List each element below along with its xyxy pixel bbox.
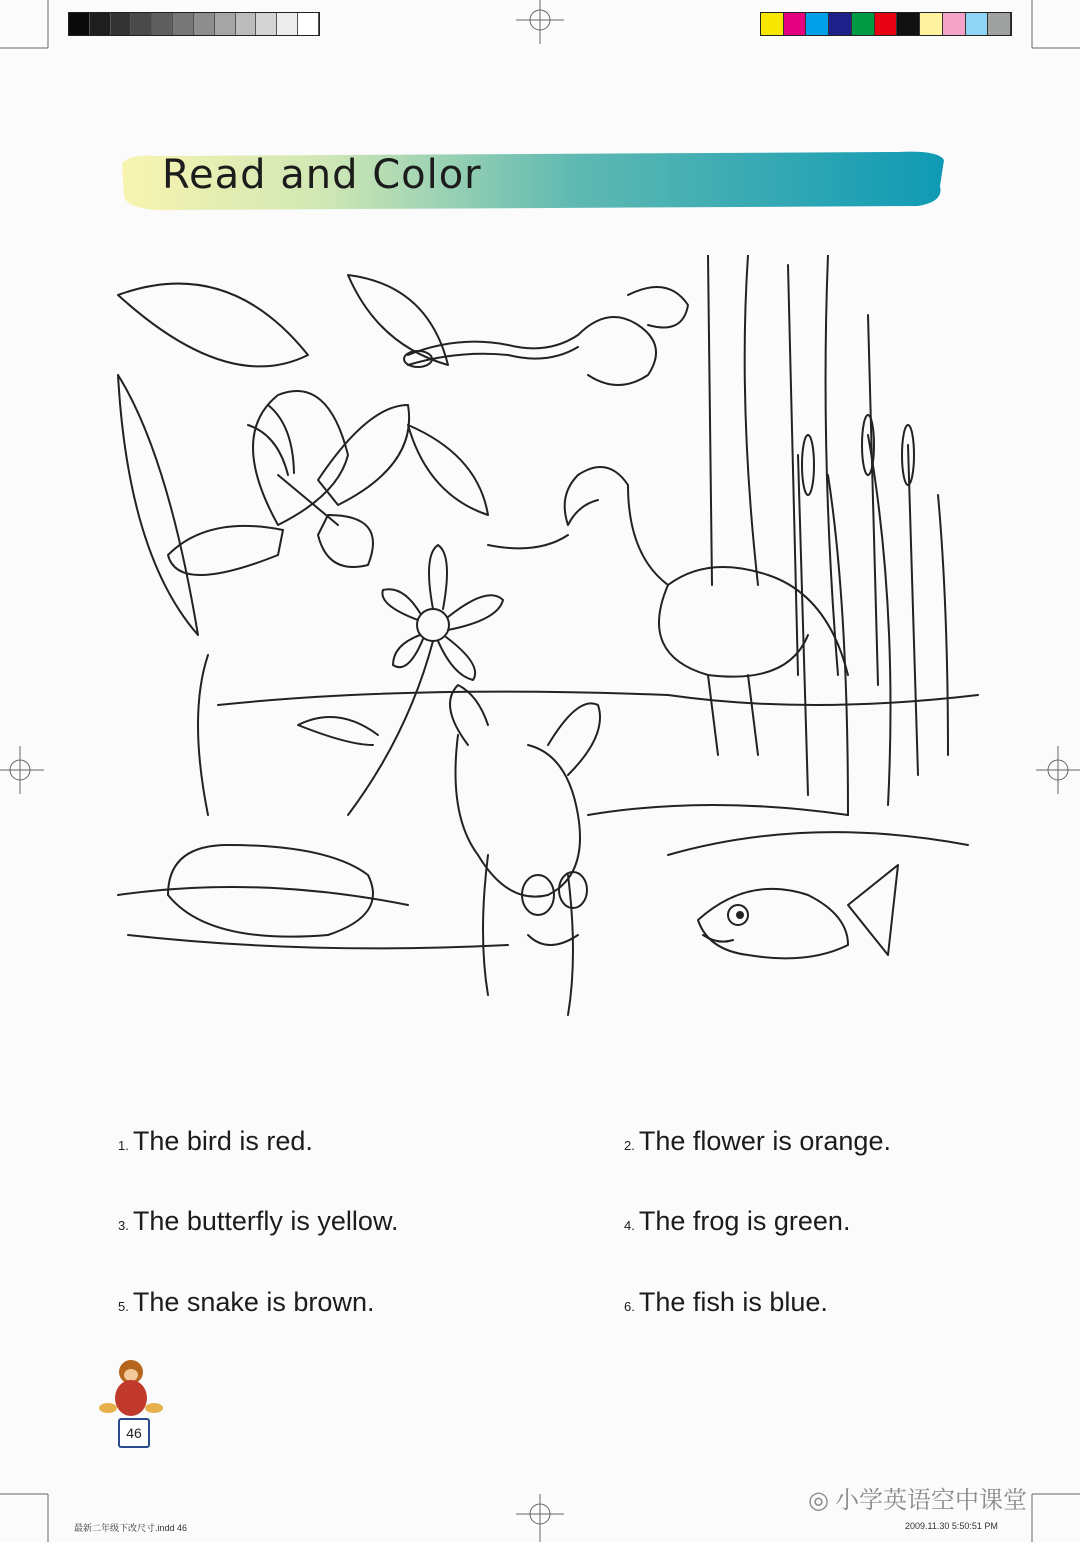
sentence-number: 1. [118,1138,129,1153]
gray-swatch [256,13,277,35]
color-swatch [966,13,989,35]
color-swatch [784,13,807,35]
color-swatch [875,13,898,35]
footer-file-info: 最新二年级下改尺寸.indd 46 [74,1523,188,1533]
sentence-text: The flower is orange. [638,1126,891,1156]
gray-swatch [152,13,173,35]
sentence-text: The butterfly is yellow. [132,1206,399,1236]
grayscale-calibration-bar [68,12,320,36]
color-swatch [829,13,852,35]
gray-swatch [194,13,215,35]
footer-timestamp: 2009.11.30 5:50:51 PM [905,1521,998,1531]
sentence-text: The frog is green. [638,1206,851,1236]
sentence-number: 3. [118,1218,129,1233]
sentence-number: 6. [624,1299,635,1314]
sentence-number: 4. [624,1218,635,1233]
sentence-text: The bird is red. [132,1126,313,1156]
gray-swatch [298,13,319,35]
sentence-1 [118,1126,313,1157]
color-swatch [897,13,920,35]
sentence-number: 5. [118,1299,129,1314]
butterfly-icon [168,391,409,575]
page-title: Read and Color [162,152,482,198]
leaf-shape [118,284,308,367]
color-calibration-bar [760,12,1012,36]
snake-icon [404,287,688,385]
sentence-number: 2. [624,1138,635,1153]
gray-swatch [236,13,257,35]
fish-icon [698,865,898,958]
color-swatch [761,13,784,35]
sentence-6 [624,1287,828,1318]
gray-swatch [131,13,152,35]
gray-swatch [69,13,90,35]
sentence-4 [624,1206,850,1237]
sentence-text: The snake is brown. [132,1287,375,1317]
color-swatch [988,13,1011,35]
sentence-3 [118,1206,398,1237]
gray-swatch [173,13,194,35]
watermark-text: 小学英语空中课堂 [834,1486,1027,1514]
page-number: 46 [118,1418,150,1448]
color-swatch [852,13,875,35]
watermark [808,1480,1027,1515]
flower-icon [298,545,503,815]
color-swatch [943,13,966,35]
gray-swatch [277,13,298,35]
sentence-5 [118,1287,374,1318]
frog-icon [450,685,600,1015]
gray-swatch [215,13,236,35]
wechat-icon: ◎ [808,1486,829,1514]
gray-swatch [111,13,132,35]
monkey-mascot-icon [98,1356,164,1420]
rock-shape [168,845,373,937]
sentence-2 [624,1126,891,1157]
gray-swatch [90,13,111,35]
coloring-scene [108,255,988,1115]
color-swatch [920,13,943,35]
color-swatch [806,13,829,35]
sentence-text: The fish is blue. [638,1287,828,1317]
